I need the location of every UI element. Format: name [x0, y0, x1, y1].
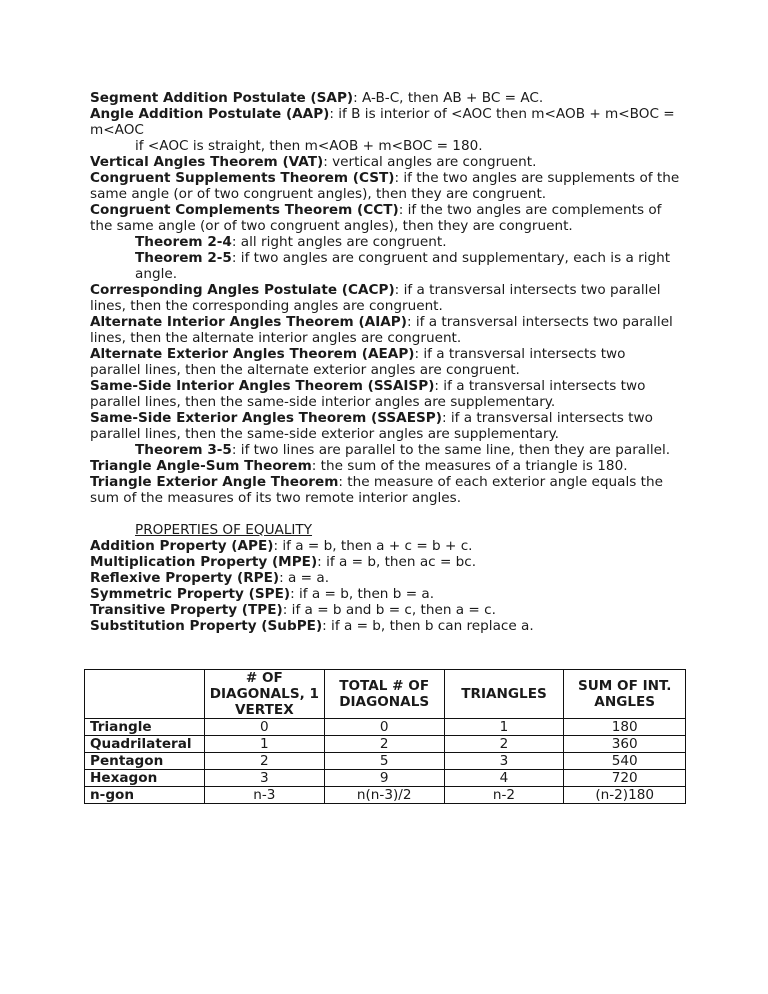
theorem-name: Theorem 2-5	[135, 250, 232, 266]
theorem-entry	[90, 138, 680, 154]
theorem-text: : the sum of the measures of a triangle is 180.	[311, 458, 628, 474]
theorem-text: : if the two angles are supplements of the same angle (or of two congruent angles), then they are congruent.	[90, 170, 680, 202]
polygon-name-cell: n-gon	[85, 787, 205, 804]
polygon-name-cell: Triangle	[85, 719, 205, 736]
table-cell: 2	[204, 753, 324, 770]
property-text: : if a = b, then ac = bc.	[317, 554, 477, 570]
theorem-text: : if a transversal intersects two parallel lines, then the alternate interior angles are congruent.	[90, 314, 673, 346]
theorem-text: : all right angles are congruent.	[231, 234, 447, 250]
theorem-text: : if the two angles are complements of the same angle (or of two congruent angles), then they are congruent.	[90, 202, 662, 234]
table-header-cell: TRIANGLES	[444, 670, 564, 719]
table-cell: 4	[444, 770, 564, 787]
theorem-text: : if a transversal intersects two parallel lines, then the corresponding angles are congruent.	[90, 282, 661, 314]
theorem-entry	[90, 202, 680, 234]
property-text: : a = a.	[279, 570, 330, 586]
polygon-name-cell: Quadrilateral	[85, 736, 205, 753]
theorem-entry	[90, 154, 680, 170]
theorem-entry	[90, 90, 680, 106]
theorem-text: : if two angles are congruent and supplementary, each is a right angle.	[135, 250, 671, 282]
theorem-entry	[90, 378, 680, 410]
property-entry	[90, 602, 680, 618]
theorem-entry	[90, 234, 680, 250]
table-cell: 2	[444, 736, 564, 753]
table-cell: 540	[564, 753, 686, 770]
theorem-entry	[90, 250, 680, 282]
theorem-name: Theorem 2-4	[135, 234, 232, 250]
table-row	[85, 753, 686, 770]
table-header-cell: SUM OF INT. ANGLES	[564, 670, 686, 719]
property-text: : if a = b, then b can replace a.	[322, 618, 534, 634]
property-name: Substitution Property (SubPE)	[90, 618, 323, 634]
theorem-text: if <AOC is straight, then m<AOB + m<BOC = 180.	[135, 138, 483, 154]
theorem-text: : if a transversal intersects two parallel lines, then the same-side exterior angles are supplementary.	[90, 410, 653, 442]
property-text: : if a = b, then a + c = b + c.	[273, 538, 473, 554]
theorem-name: Vertical Angles Theorem (VAT)	[90, 154, 324, 170]
table-row	[85, 787, 686, 804]
section-spacer	[90, 506, 680, 522]
table-cell: 3	[204, 770, 324, 787]
table-cell: 180	[564, 719, 686, 736]
theorem-name: Segment Addition Postulate (SAP)	[90, 90, 354, 106]
table-header-row	[85, 670, 686, 719]
table-cell: n-3	[204, 787, 324, 804]
table-body	[85, 719, 686, 804]
table-cell: 1	[444, 719, 564, 736]
table-header-cell: # OF DIAGONALS, 1 VERTEX	[204, 670, 324, 719]
theorem-text: : if a transversal intersects two parallel lines, then the same-side interior angles are supplementary.	[90, 378, 646, 410]
property-text: : if a = b and b = c, then a = c.	[282, 602, 496, 618]
theorem-entry	[90, 474, 680, 506]
theorem-entry	[90, 106, 680, 138]
table-cell: 9	[324, 770, 444, 787]
theorem-entry	[90, 282, 680, 314]
theorem-name: Congruent Supplements Theorem (CST)	[90, 170, 395, 186]
theorem-name: Corresponding Angles Postulate (CACP)	[90, 282, 395, 298]
theorem-name: Triangle Angle-Sum Theorem	[90, 458, 312, 474]
property-name: Symmetric Property (SPE)	[90, 586, 291, 602]
property-entry	[90, 538, 680, 554]
theorem-name: Alternate Exterior Angles Theorem (AEAP)	[90, 346, 415, 362]
table-cell: 360	[564, 736, 686, 753]
table-header-cell: TOTAL # OF DIAGONALS	[324, 670, 444, 719]
theorem-entry	[90, 170, 680, 202]
property-list	[90, 538, 680, 634]
property-name: Addition Property (APE)	[90, 538, 274, 554]
theorem-list	[90, 90, 680, 506]
property-name: Transitive Property (TPE)	[90, 602, 283, 618]
property-entry	[90, 554, 680, 570]
theorem-entry	[90, 410, 680, 442]
theorem-name: Same-Side Exterior Angles Theorem (SSAESP)	[90, 410, 442, 426]
property-text: : if a = b, then b = a.	[290, 586, 435, 602]
theorem-entry	[90, 442, 680, 458]
table-cell: 1	[204, 736, 324, 753]
polygon-table	[84, 669, 686, 804]
table-row	[85, 719, 686, 736]
table-cell: 2	[324, 736, 444, 753]
theorem-entry	[90, 346, 680, 378]
table-cell: n-2	[444, 787, 564, 804]
table-header-cell	[85, 670, 205, 719]
polygon-name-cell: Pentagon	[85, 753, 205, 770]
theorem-text: : if B is interior of <AOC then m<AOB + m<BOC = m<AOC	[90, 106, 675, 138]
theorem-text: : vertical angles are congruent.	[323, 154, 537, 170]
property-name: Multiplication Property (MPE)	[90, 554, 318, 570]
theorem-name: Alternate Interior Angles Theorem (AIAP)	[90, 314, 407, 330]
theorem-text: : if two lines are parallel to the same line, then they are parallel.	[231, 442, 671, 458]
property-entry	[90, 586, 680, 602]
document-body	[90, 90, 680, 634]
theorem-name: Theorem 3-5	[135, 442, 232, 458]
theorem-entry	[90, 314, 680, 346]
table-cell: 3	[444, 753, 564, 770]
theorem-name: Congruent Complements Theorem (CCT)	[90, 202, 399, 218]
table-cell: (n-2)180	[564, 787, 686, 804]
table-cell: 720	[564, 770, 686, 787]
theorem-text: : if a transversal intersects two parallel lines, then the alternate exterior angles are congruent.	[90, 346, 626, 378]
table-cell: 5	[324, 753, 444, 770]
theorem-entry	[90, 458, 680, 474]
theorem-text: : the measure of each exterior angle equals the sum of the measures of its two remote interior angles.	[90, 474, 663, 506]
table-cell: 0	[324, 719, 444, 736]
table-cell: 0	[204, 719, 324, 736]
theorem-name: Triangle Exterior Angle Theorem	[90, 474, 339, 490]
polygon-name-cell: Hexagon	[85, 770, 205, 787]
property-name: Reflexive Property (RPE)	[90, 570, 280, 586]
table-row	[85, 770, 686, 787]
property-entry	[90, 618, 680, 634]
theorem-text: : A-B-C, then AB + BC = AC.	[353, 90, 544, 106]
property-entry	[90, 570, 680, 586]
theorem-name: Angle Addition Postulate (AAP)	[90, 106, 330, 122]
table-row	[85, 736, 686, 753]
table-cell: n(n-3)/2	[324, 787, 444, 804]
theorem-name: Same-Side Interior Angles Theorem (SSAISP)	[90, 378, 435, 394]
properties-heading: PROPERTIES OF EQUALITY	[135, 522, 313, 538]
